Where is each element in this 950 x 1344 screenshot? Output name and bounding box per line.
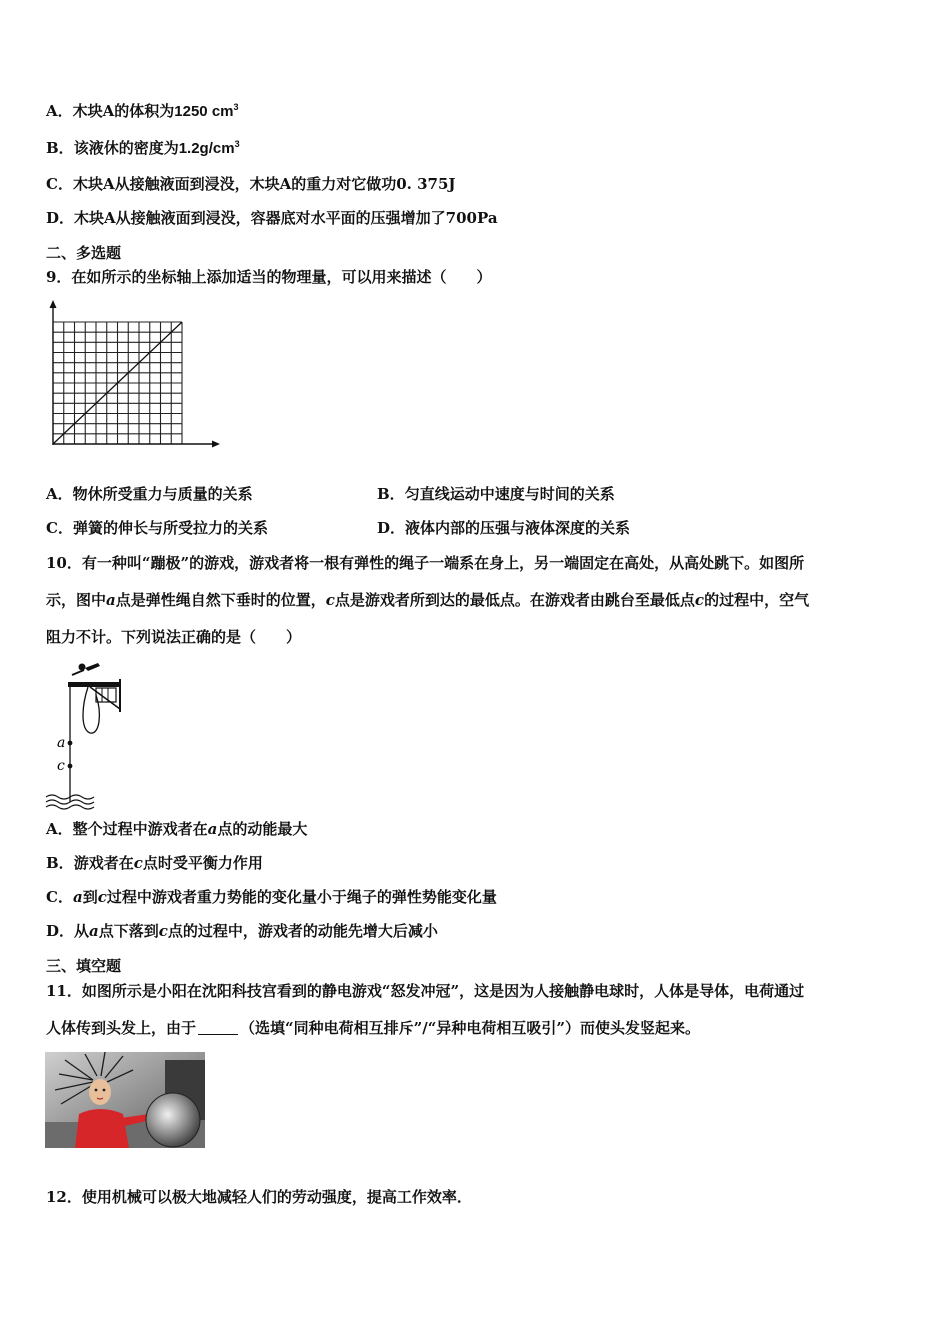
variable: a bbox=[207, 820, 218, 838]
q9-option-a bbox=[46, 484, 253, 504]
variable: c bbox=[133, 854, 143, 872]
option-text: 该液休的密度为 bbox=[73, 139, 179, 157]
option-label: D． bbox=[46, 209, 75, 227]
option-label: C． bbox=[46, 175, 73, 193]
variable: c bbox=[97, 888, 107, 906]
option-label: B． bbox=[377, 485, 405, 503]
answer-blank[interactable] bbox=[198, 1020, 238, 1035]
q9-grid-graph bbox=[44, 300, 224, 450]
q9-stem: 9．在如所示的坐标轴上添加适当的物理量，可以用来描述（ ） bbox=[46, 268, 492, 286]
static-electricity-ball bbox=[146, 1093, 200, 1147]
stem-text: 点是游戏者所到达的最低点。在游戏者由跳台至最低点 bbox=[334, 591, 695, 609]
eye bbox=[103, 1089, 106, 1092]
option-label: D． bbox=[46, 922, 75, 940]
option-value: 1.2g/cm bbox=[178, 140, 235, 157]
option-text: 到 bbox=[82, 888, 98, 906]
point-c-marker bbox=[68, 764, 73, 769]
section-title-multiple-choice: 二、多选题 bbox=[46, 244, 122, 262]
q10-option-c bbox=[46, 887, 497, 907]
q8-option-d bbox=[46, 208, 498, 228]
red-jacket bbox=[75, 1109, 129, 1148]
option-label: A． bbox=[46, 485, 73, 503]
option-value: 1250 cm bbox=[174, 103, 234, 120]
option-label: D． bbox=[377, 519, 406, 537]
stem-text: 示，图中 bbox=[46, 591, 107, 609]
stem-text: 人体传到头发上，由于 bbox=[46, 1019, 197, 1037]
option-label: C． bbox=[46, 519, 73, 537]
q9-option-d bbox=[377, 518, 630, 538]
q8-option-b bbox=[46, 138, 240, 159]
q8-option-a bbox=[46, 101, 239, 122]
option-label: B． bbox=[46, 139, 74, 157]
option-text: 匀直线运动中速度与时间的关系 bbox=[404, 485, 615, 503]
option-label: B． bbox=[46, 854, 74, 872]
q12-stem: 12．使用机械可以极大地减轻人们的劳动强度，提高工作效率． bbox=[46, 1188, 472, 1206]
option-text: 木块A从接触液面到浸没，容器底对水平面的压强增加了700Pa bbox=[74, 209, 498, 227]
section-title-fill-in: 三、填空题 bbox=[46, 957, 122, 975]
q11-stem-line2 bbox=[46, 1018, 700, 1038]
q11-static-electricity-photo bbox=[45, 1052, 205, 1148]
y-axis-arrow-icon bbox=[50, 300, 57, 308]
stem-text: （选填“同种电荷相互排斥”/“异种电荷相互吸引”）而使头发竖起来。 bbox=[240, 1019, 701, 1037]
jumper-head-icon bbox=[79, 664, 86, 671]
option-text: 过程中游戏者重力势能的变化量小于绳子的弹性势能变化量 bbox=[106, 888, 497, 906]
q10-stem-line3: 阻力不计。下列说法正确的是（ ） bbox=[46, 628, 302, 646]
water-wave bbox=[46, 805, 94, 809]
option-text: 点时受平衡力作用 bbox=[142, 854, 263, 872]
x-axis-arrow-icon bbox=[212, 441, 220, 448]
stem-text: 的过程中，空气 bbox=[704, 591, 810, 609]
q10-option-d bbox=[46, 921, 438, 941]
eye bbox=[95, 1089, 98, 1092]
jumper-body-icon bbox=[85, 663, 100, 671]
option-text: 点下落到 bbox=[98, 922, 159, 940]
girl-face bbox=[89, 1079, 111, 1105]
stem-text: 点是弹性绳自然下垂时的位置， bbox=[115, 591, 326, 609]
variable: c bbox=[158, 922, 168, 940]
jumper-arm bbox=[72, 670, 84, 675]
q9-option-b bbox=[377, 484, 615, 504]
q10-stem-line1: 10．有一种叫“蹦极”的游戏，游戏者将一根有弹性的绳子一端系在身上，另一端固定在高处，从高处跳下。如图所 bbox=[46, 554, 805, 572]
variable-c: c bbox=[325, 591, 335, 609]
option-text: 游戏者在 bbox=[73, 854, 134, 872]
q10-stem-line2 bbox=[46, 590, 809, 610]
option-text: 点的动能最大 bbox=[217, 820, 308, 838]
platform-frame bbox=[96, 688, 116, 702]
option-text: 从 bbox=[74, 922, 90, 940]
q10-bungee-figure bbox=[44, 657, 134, 812]
option-label: A． bbox=[46, 820, 73, 838]
point-a-marker bbox=[68, 741, 73, 746]
option-label: A． bbox=[46, 102, 73, 120]
option-text: 点的过程中，游戏者的动能先增大后减小 bbox=[167, 922, 438, 940]
q8-option-c bbox=[46, 174, 456, 194]
option-text: 弹簧的伸长与所受拉力的关系 bbox=[72, 519, 268, 537]
option-label: C． bbox=[46, 888, 73, 906]
jump-platform bbox=[68, 682, 120, 687]
q11-stem-line1: 11．如图所示是小阳在沈阳科技宫看到的静电游戏“怒发冲冠”，这是因为人接触静电球时，人体是导体，电荷通过 bbox=[46, 982, 805, 1000]
variable-a: a bbox=[106, 591, 116, 609]
variable: a bbox=[89, 922, 99, 940]
superscript: 3 bbox=[234, 139, 240, 149]
q9-option-c bbox=[46, 518, 268, 538]
option-text: 整个过程中游戏者在 bbox=[72, 820, 208, 838]
option-text: 液体内部的压强与液体深度的关系 bbox=[405, 519, 631, 537]
label-c: c bbox=[57, 758, 65, 774]
option-text: 木块A的体积为 bbox=[72, 102, 175, 120]
elastic-rope-loop bbox=[83, 687, 99, 733]
superscript: 3 bbox=[233, 102, 239, 112]
label-a: a bbox=[57, 735, 66, 751]
option-text: 物休所受重力与质量的关系 bbox=[72, 485, 253, 503]
q10-option-a bbox=[46, 819, 307, 839]
q10-option-b bbox=[46, 853, 263, 873]
variable-c: c bbox=[694, 591, 705, 609]
option-text: 木块A从接触液面到浸没，木块A的重力对它做功0. 375J bbox=[72, 175, 456, 193]
variable: a bbox=[72, 888, 83, 906]
